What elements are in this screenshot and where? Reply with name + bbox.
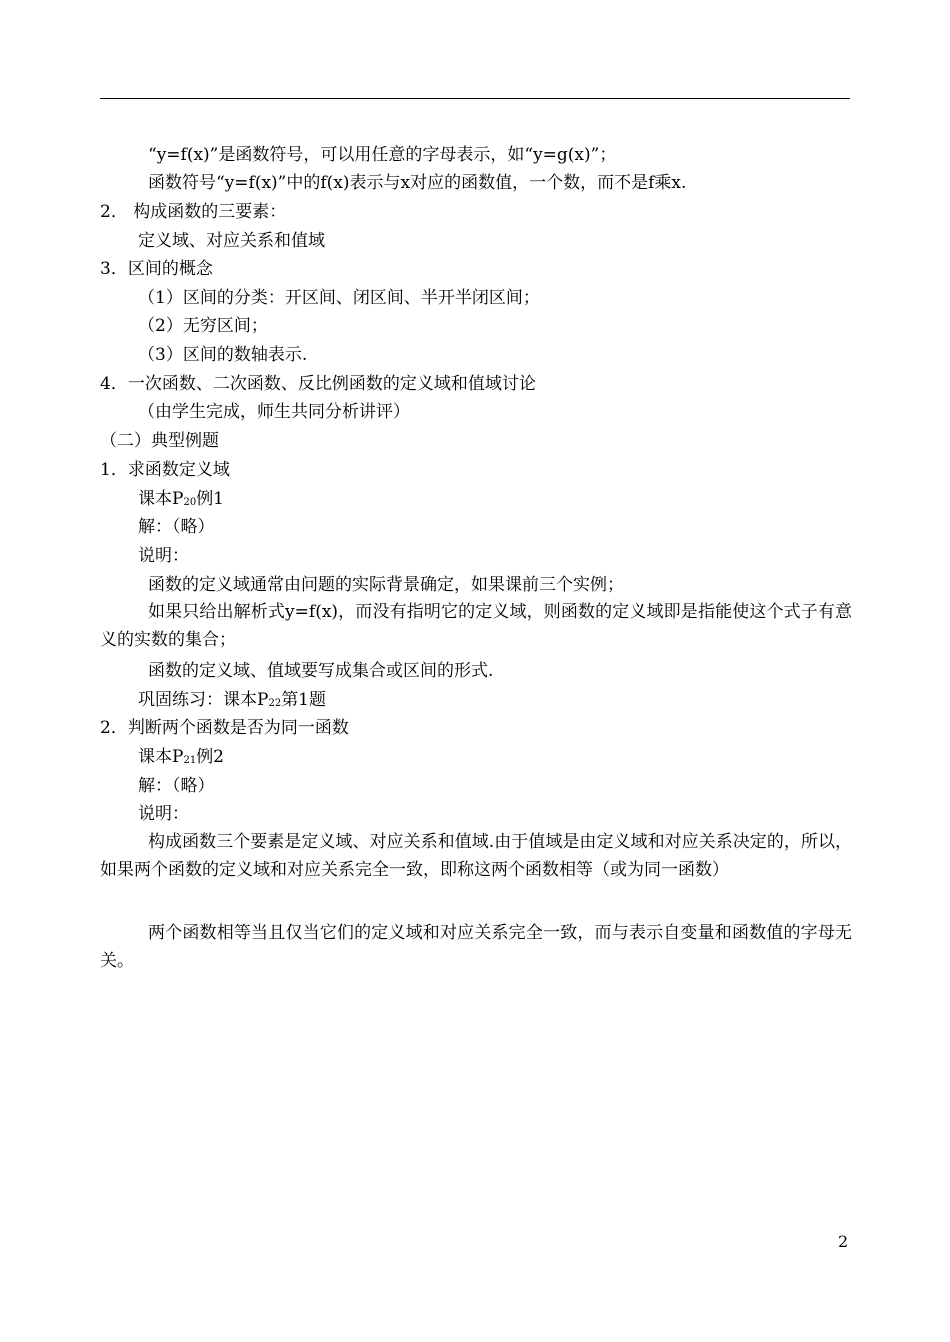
section-heading: 2． 构成函数的三要素： — [100, 202, 287, 222]
paragraph: 如果只给出解析式y=f(x)，而没有指明它的定义域，则函数的定义域即是指能使这个式子有意义的实数的集合； — [100, 602, 852, 650]
text-line: 说明： — [138, 546, 189, 566]
text-line: “y=f(x)”是函数符号，可以用任意的字母表示，如“y=g(x)”； — [148, 145, 617, 165]
section-heading: 2．判断两个函数是否为同一函数 — [100, 718, 349, 738]
text-line: 课本$P_{20}$例1 — [138, 489, 225, 509]
list-item: （2）无穷区间； — [138, 316, 268, 336]
text-line: 巩固练习：课本$P_{22}$第1题 — [138, 690, 327, 710]
paragraph: 构成函数三个要素是定义域、对应关系和值域.由于值域是由定义域和对应关系决定的，所以，如果两个函数的定义域和对应关系完全一致，即称这两个函数相等（或为同一函数） — [100, 832, 852, 880]
text-line: 课本$P_{21}$例2 — [138, 747, 225, 767]
text-line: 定义域、对应关系和值域 — [138, 231, 325, 251]
section-heading: 3．区间的概念 — [100, 259, 213, 279]
text-line: 解：（略） — [138, 517, 215, 537]
section-heading: （二）典型例题 — [100, 431, 219, 451]
text-line: 函数的定义域通常由问题的实际背景确定，如果课前三个实例； — [148, 575, 624, 595]
text-line: 解：（略） — [138, 776, 215, 796]
text-line: 函数的定义域、值域要写成集合或区间的形式. — [148, 661, 494, 681]
text-line: 说明： — [138, 804, 189, 824]
header-rule — [100, 98, 850, 99]
section-heading: 1．求函数定义域 — [100, 460, 230, 480]
paragraph: 两个函数相等当且仅当它们的定义域和对应关系完全一致，而与表示自变量和函数值的字母无关。 — [100, 923, 852, 971]
text-line: （由学生完成，师生共同分析讲评） — [138, 402, 410, 422]
section-heading: 4．一次函数、二次函数、反比例函数的定义域和值域讨论 — [100, 374, 536, 394]
text-line: 函数符号“y=f(x)”中的f(x)表示与x对应的函数值，一个数，而不是f乘x. — [148, 173, 687, 193]
page-number: 2 — [838, 1232, 849, 1251]
list-item: （1）区间的分类：开区间、闭区间、半开半闭区间； — [138, 288, 540, 308]
list-item: （3）区间的数轴表示. — [138, 345, 308, 365]
